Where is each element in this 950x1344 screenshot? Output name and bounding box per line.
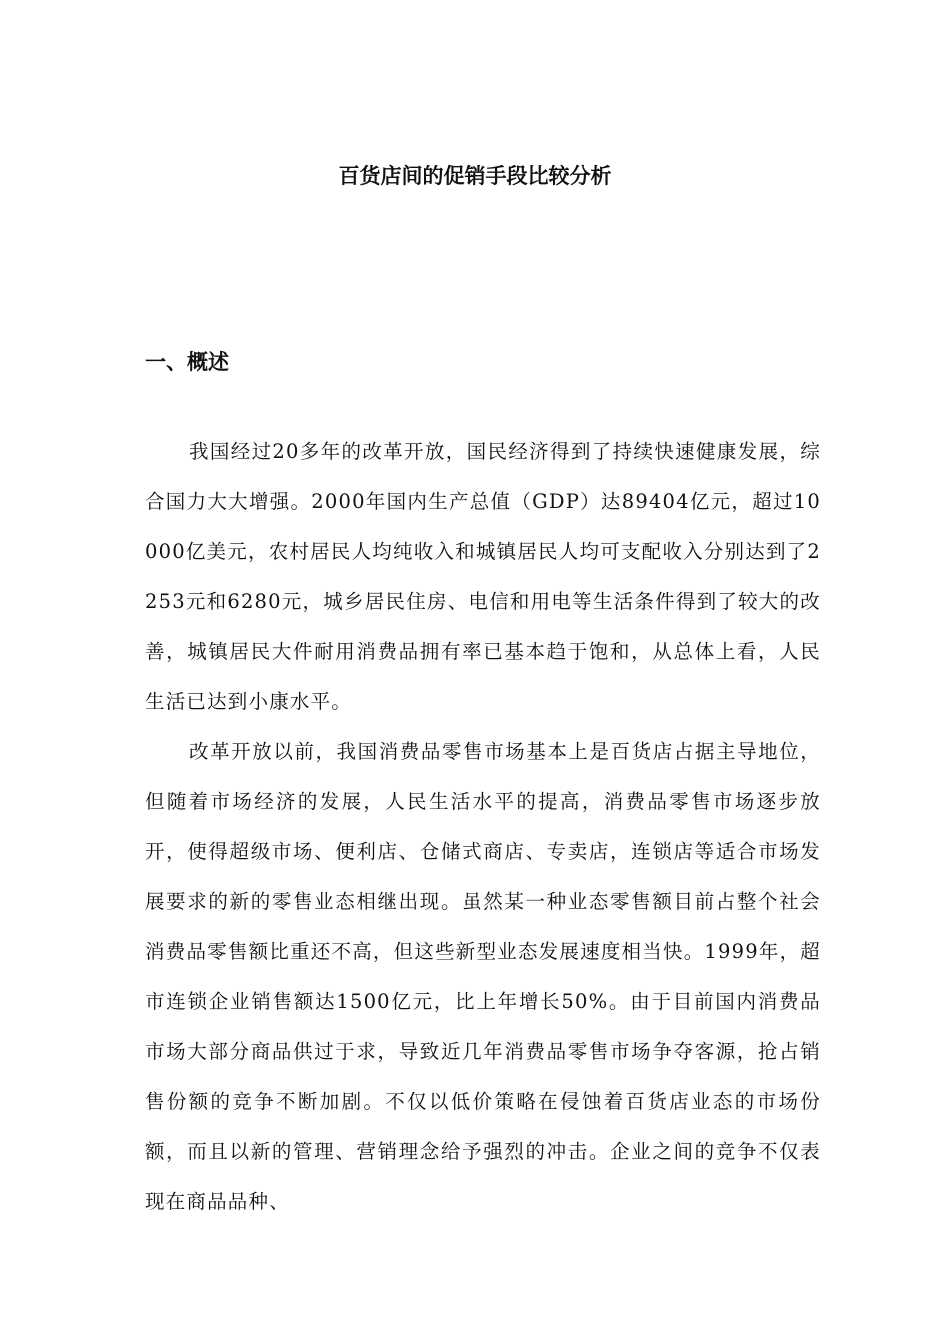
paragraph-retail-competition: 改革开放以前，我国消费品零售市场基本上是百货店占据主导地位，但随着市场经济的发展，人民生活水平的提高，消费品零售市场逐步放开，使得超级市场、便利店、仓储式商店、专卖店，连锁店等适合市场发展要求的新的零售业态相继出现。虽然某一种业态零售额目前占整个社会消费品零售额比重还不高，但这些新型业态发展速度相当快。1999年，超市连锁企业销售额达1500亿元，比上年增长50%。由于目前国内消费品市场大部分商品供过于求，导致近几年消费品零售市场争夺客源，抢占销售份额的竞争不断加剧。不仅以低价策略在侵蚀着百货店业态的市场份额，而且以新的管理、营销理念给予强烈的冲击。企业之间的竞争不仅表现在商品品种、 <box>145 740 821 1213</box>
document-title: 百货店间的促销手段比较分析 <box>338 164 612 188</box>
section-heading: 一、概述 <box>145 350 229 374</box>
paragraph-overview-economy: 我国经过20多年的改革开放，国民经济得到了持续快速健康发展，综合国力大大增强。2000年国内生产总值（GDP）达89404亿元，超过10000亿美元，农村居民人均纯收入和城镇居民人均可支配收入分别达到了2253元和6280元，城乡居民住房、电信和用电等生活条件得到了较大的改善，城镇居民大件耐用消费品拥有率已基本趋于饱和，从总体上看，人民生活已达到小康水平。 <box>145 440 821 713</box>
